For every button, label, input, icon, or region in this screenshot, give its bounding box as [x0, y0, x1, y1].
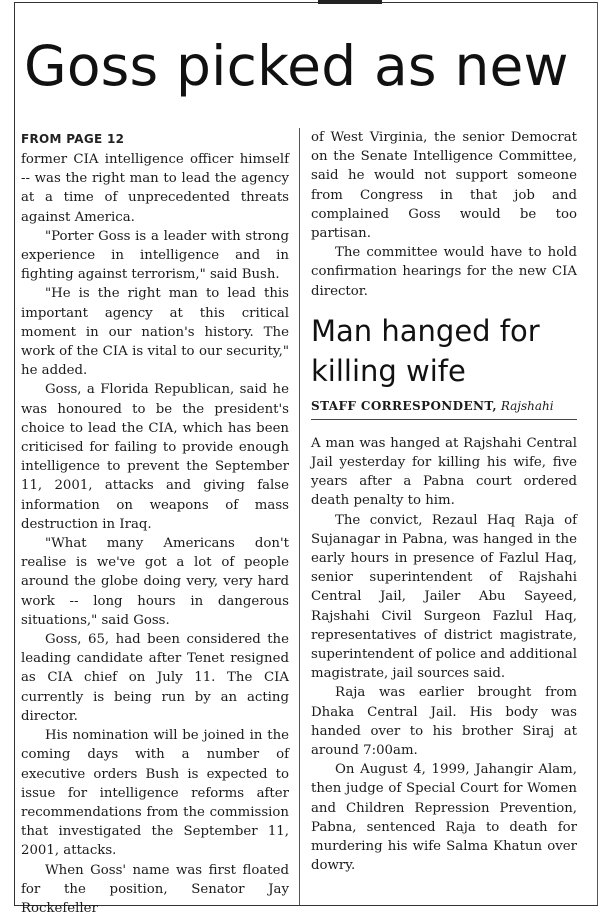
left-column	[21, 128, 289, 918]
story2-paragraph: On August 4, 1999, Jahangir Alam, then judge of Special Court for Women and Children Repression Prevention, Pabna, sentenced Raja to death for murdering his wife Salma Khatun over dowry.	[311, 762, 577, 874]
continued-from-label: FROM PAGE 12	[21, 132, 125, 146]
byline-name: STAFF CORRESPONDENT,	[311, 398, 497, 413]
column-divider	[299, 128, 300, 906]
byline-place: Rajshahi	[500, 398, 554, 413]
story1-paragraph: former CIA intelligence officer himself -- was the right man to lead the agency at a time of unprecedented threats against America.	[21, 152, 289, 225]
story2-paragraph: A man was hanged at Rajshahi Central Jail yesterday for killing his wife, five years after a Pabna court ordered death penalty to him.	[311, 435, 577, 509]
story2-paragraph: The convict, Rezaul Haq Raja of Sujanagar in Pabna, was hanged in the early hours in presence of Fazlul Haq, senior superintendent of Rajshahi Central Jail, Jailer Abu Sayeed, Rajshahi Civil Surgeon Fazlul Haq, representatives of district magistrate, superintendent of police and additional magistrate, jail sources said.	[311, 512, 577, 682]
story1-paragraph: Goss, a Florida Republican, said he was honoured to be the president's choice to lead the CIA, which has been criticised for failing to provide enough intelligence to prevent the September 11, 2001, attacks and giving false information on weapons of mass destruction in Iraq.	[21, 382, 289, 532]
top-rule	[14, 2, 598, 3]
story1-paragraph: His nomination will be joined in the coming days with a number of executive orders Bush is expected to issue for intelligence reforms after recommendations from the commission that investigated the September 11, 2001, attacks.	[21, 728, 289, 859]
story1-paragraph: of West Virginia, the senior Democrat on the Senate Intelligence Committee, said he would not support someone from Congress in that job and complained Goss would be too partisan.	[311, 130, 577, 242]
story2-headline: Man hanged for killing wife	[311, 313, 540, 388]
right-border-rule	[597, 2, 598, 906]
left-border-rule	[14, 2, 15, 906]
story1-paragraph: "Porter Goss is a leader with strong experience in intelligence and in fighting against terrorism," said Bush.	[21, 228, 289, 283]
story1-paragraph: Goss, 65, had been considered the leading candidate after Tenet resigned as CIA chief on July 11. The CIA currently is being run by an acting director.	[21, 632, 289, 724]
story2-paragraph: Raja was earlier brought from Dhaka Central Jail. His body was handed over to his brother Siraj at around 7:00am.	[311, 685, 577, 759]
story1-paragraph: "He is the right man to lead this important agency at this critical moment in our nation's history. The work of the CIA is vital to our security," he added.	[21, 286, 289, 379]
story1-paragraph: When Goss' name was first floated for the position, Senator Jay Rockefeller	[21, 862, 289, 916]
story2-byline	[311, 397, 577, 420]
story1-paragraph: "What many Americans don't realise is we've got a lot of people around the globe doing very, very hard work -- long hours in dangerous situations," said Goss.	[21, 536, 289, 628]
right-column	[311, 128, 577, 876]
main-headline: Goss picked as new	[24, 34, 569, 98]
top-rule-accent	[318, 0, 382, 4]
story1-paragraph: The committee would have to hold confirmation hearings for the new CIA director.	[311, 245, 577, 299]
